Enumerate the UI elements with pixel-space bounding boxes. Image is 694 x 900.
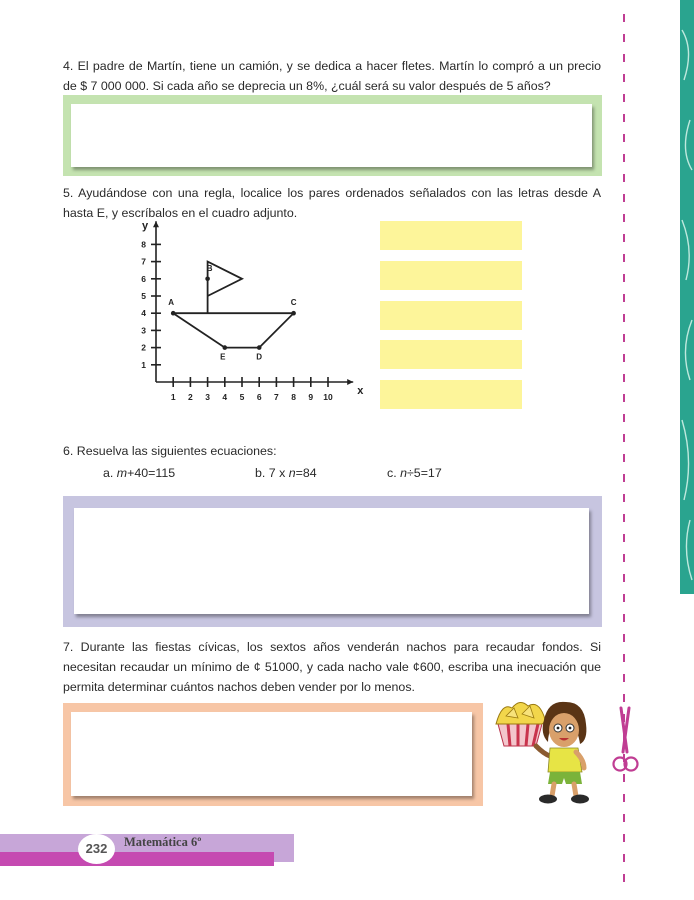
x-tick-label: 6 bbox=[256, 392, 262, 402]
point-c bbox=[291, 311, 296, 316]
point-e bbox=[223, 345, 228, 350]
equation-b-rest: =84 bbox=[295, 466, 317, 480]
x-tick-label: 3 bbox=[205, 392, 210, 402]
equation-b bbox=[255, 466, 317, 480]
question-6-text: 6. Resuelva las siguientes ecuaciones: bbox=[63, 444, 277, 458]
equation-c-variable: n bbox=[400, 466, 407, 480]
x-axis-label: x bbox=[357, 385, 364, 397]
equation-c-rest: ÷5=17 bbox=[407, 466, 442, 480]
x-tick-label: 1 bbox=[170, 392, 176, 402]
boat-hull bbox=[173, 313, 293, 347]
footer-accent-band bbox=[0, 852, 274, 866]
x-axis-arrow bbox=[347, 379, 353, 385]
y-tick-label: 5 bbox=[141, 291, 146, 301]
page-number: 232 bbox=[78, 834, 115, 864]
point-label-b: B bbox=[206, 263, 213, 273]
y-tick-label: 3 bbox=[141, 325, 146, 336]
y-tick-label: 7 bbox=[141, 256, 146, 267]
decorative-side-strip bbox=[680, 0, 694, 594]
answer-slot-3[interactable] bbox=[380, 301, 522, 330]
question-7-text: 7. Durante las fiestas cívicas, los sextos años venderán nachos para recaudar fondos. Si necesitan recaudar un mínimo de ¢ 51000, y cada nacho vale ¢600, escriba una inecuación que permita determinar cuántos nachos deben vender por lo menos. bbox=[63, 640, 601, 694]
answer-box-q7-frame bbox=[63, 703, 483, 806]
point-label-d: D bbox=[256, 352, 263, 362]
child-with-nachos-illustration bbox=[492, 694, 592, 806]
point-b bbox=[205, 277, 210, 282]
point-label-c: C bbox=[290, 298, 297, 308]
point-a bbox=[171, 311, 176, 316]
x-tick-label: 10 bbox=[323, 392, 333, 402]
equation-c bbox=[387, 466, 442, 480]
y-tick-label: 2 bbox=[141, 342, 146, 353]
equation-b-prefix: b. 7 x bbox=[255, 466, 289, 480]
x-tick-label: 8 bbox=[291, 392, 296, 402]
x-tick-label: 4 bbox=[222, 392, 228, 402]
coordinate-plane bbox=[110, 220, 364, 426]
y-tick-label: 8 bbox=[141, 239, 146, 250]
answer-box-q6[interactable] bbox=[74, 508, 589, 614]
answer-slot-4[interactable] bbox=[380, 340, 522, 369]
axes bbox=[141, 220, 364, 402]
x-tick-label: 9 bbox=[308, 392, 314, 402]
answer-box-q6-frame bbox=[63, 496, 602, 627]
equation-a bbox=[103, 466, 175, 480]
boat-figure bbox=[173, 262, 293, 348]
answer-slot-2[interactable] bbox=[380, 261, 522, 290]
point-label-a: A bbox=[168, 298, 175, 308]
y-axis-label: y bbox=[142, 220, 149, 233]
equation-b-variable: n bbox=[288, 466, 296, 480]
y-tick-label: 6 bbox=[141, 273, 146, 284]
answer-box-q7[interactable] bbox=[71, 712, 472, 796]
boat-flag bbox=[208, 262, 242, 314]
answer-slot-1[interactable] bbox=[380, 221, 522, 250]
footer-book-title: Matemática 6º bbox=[124, 835, 202, 849]
scissors-icon bbox=[611, 708, 639, 778]
y-tick-label: 1 bbox=[141, 359, 146, 370]
point-label-e: E bbox=[220, 352, 226, 362]
equation-a-prefix: a. bbox=[103, 466, 117, 480]
equation-a-variable: m bbox=[116, 466, 128, 480]
question-5-text: 5. Ayudándose con una regla, localice los pares ordenados señalados con las letras desde A hasta E, y escríbalos en el cuadro adjunto. bbox=[63, 186, 601, 220]
point-d bbox=[257, 345, 262, 350]
answer-box-q4-frame bbox=[63, 95, 602, 176]
x-tick-label: 7 bbox=[274, 392, 279, 402]
answer-box-q4[interactable] bbox=[71, 104, 592, 167]
y-tick-label: 4 bbox=[141, 308, 146, 319]
question-4-text: 4. El padre de Martín, tiene un camión, y se dedica a hacer fletes. Martín lo compró a un precio de $ 7 000 000. Si cada año se deprecia un 8%, ¿cuál será su valor después de 5 años? bbox=[63, 59, 601, 93]
equation-a-rest: +40=115 bbox=[127, 466, 176, 480]
answer-slot-5[interactable] bbox=[380, 380, 522, 409]
x-tick-label: 5 bbox=[239, 392, 245, 402]
equation-c-prefix: c. bbox=[387, 466, 401, 480]
x-tick-label: 2 bbox=[188, 392, 193, 402]
